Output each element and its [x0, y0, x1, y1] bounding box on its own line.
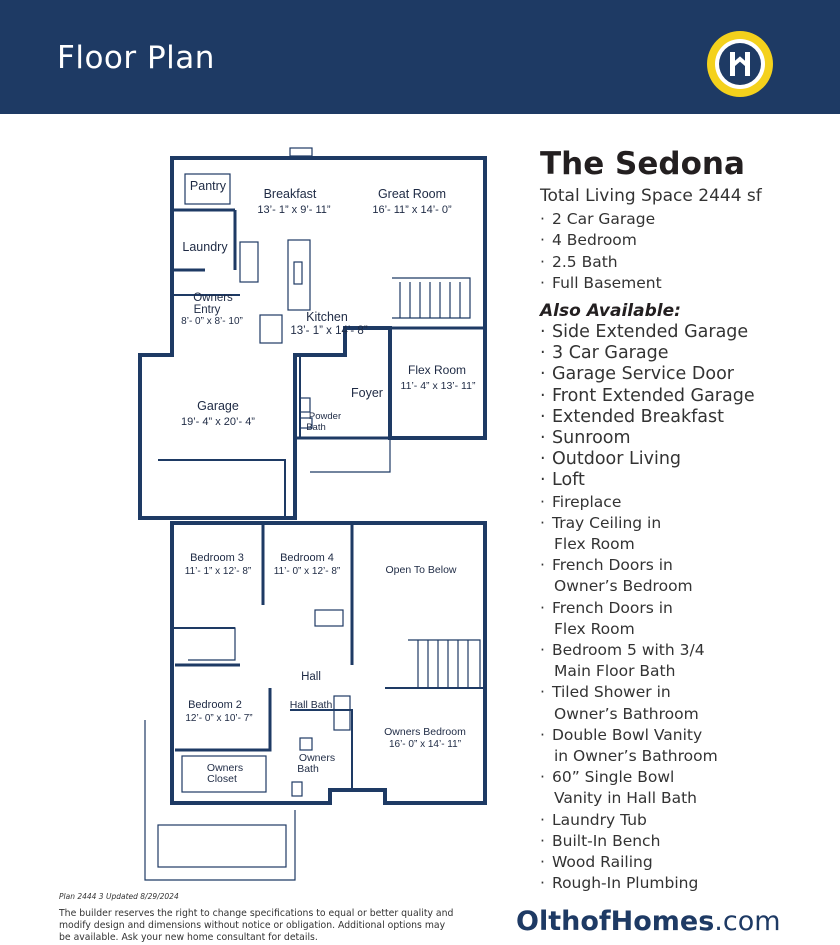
option-label: Loft — [552, 470, 585, 491]
room-owners-closet-line1: Owners — [206, 762, 244, 774]
bullet-icon: · — [540, 683, 545, 702]
option-label: Tray Ceiling in — [552, 513, 662, 532]
option-item — [540, 810, 755, 831]
website-name: OlthofHomes — [516, 906, 715, 937]
option-label-continued: Owner’s Bedroom — [554, 577, 693, 596]
option-label-continued: Main Floor Bath — [554, 662, 676, 681]
bullet-icon: · — [540, 322, 546, 342]
room-owners-bath-line2: Bath — [297, 763, 319, 775]
standard-feature-label: Full Basement — [552, 273, 662, 292]
bullet-icon: · — [540, 556, 545, 575]
room-bedroom2: Bedroom 2 — [188, 699, 242, 711]
room-great-room: Great Room — [377, 187, 447, 201]
option-item — [540, 470, 755, 491]
option-label: Outdoor Living — [552, 449, 682, 470]
bullet-icon: · — [540, 768, 545, 787]
room-foyer: Foyer — [351, 386, 383, 400]
option-label: Bedroom 5 with 3/4 — [552, 641, 705, 660]
option-label: Extended Breakfast — [552, 406, 724, 427]
room-kitchen: Kitchen — [306, 310, 348, 324]
room-bedroom3: Bedroom 3 — [190, 552, 244, 564]
model-name: The Sedona — [540, 146, 745, 182]
room-powder-line2: Bath — [306, 422, 326, 433]
room-owners-bedroom-dim: 16’- 0” x 14’- 11” — [388, 739, 462, 750]
option-item — [540, 767, 755, 809]
option-label: Tiled Shower in — [552, 683, 671, 702]
option-item — [540, 322, 755, 343]
room-owners-bath-line1: Owners — [298, 752, 336, 764]
bullet-icon: · — [540, 428, 546, 449]
room-open-to-below: Open To Below — [385, 564, 457, 576]
standard-feature-item — [540, 209, 662, 230]
option-label: Front Extended Garage — [552, 385, 755, 406]
bullet-icon: · — [540, 641, 545, 660]
also-available-heading: Also Available: — [540, 301, 681, 321]
room-bedroom3-dim: 11’- 1” x 12’- 8” — [184, 566, 252, 577]
bullet-icon: · — [540, 343, 546, 364]
option-item — [540, 364, 755, 385]
room-garage-dim: 19’- 4” x 20’- 4” — [181, 416, 255, 428]
bullet-icon: · — [540, 210, 545, 228]
bullet-icon: · — [540, 874, 545, 893]
bullet-icon: · — [540, 470, 546, 491]
room-owners-closet-line2: Closet — [207, 773, 237, 785]
room-owners-entry-line1: Owners — [193, 292, 233, 304]
option-label: Laundry Tub — [552, 810, 647, 829]
options-list — [540, 322, 755, 894]
room-garage: Garage — [197, 399, 239, 413]
option-label: 3 Car Garage — [552, 343, 669, 364]
option-item — [540, 513, 755, 555]
website-tld: .com — [714, 906, 781, 937]
room-laundry: Laundry — [182, 240, 228, 254]
bullet-icon: · — [540, 725, 545, 744]
bullet-icon: · — [540, 831, 545, 850]
option-item — [540, 407, 755, 428]
standard-feature-label: 2.5 Bath — [552, 252, 618, 271]
option-label-continued: Owner’s Bathroom — [554, 704, 699, 723]
option-label: Built-In Bench — [552, 831, 661, 850]
option-label: 60” Single Bowl — [552, 768, 675, 787]
bullet-icon: · — [540, 810, 545, 829]
disclaimer: The builder reserves the right to change specifications to equal or better quality and modify design and dimensions without notice or obligation. Additional options may be available. Ask your new home consultant for details. — [59, 908, 454, 944]
room-owners-entry-line2: Entry — [193, 304, 221, 316]
option-item — [540, 386, 755, 407]
option-label-continued: Flex Room — [554, 619, 635, 638]
option-item — [540, 640, 755, 682]
option-label-continued: in Owner’s Bathroom — [554, 747, 718, 766]
bullet-icon: · — [540, 513, 545, 532]
room-bedroom2-dim: 12’- 0” x 10’- 7” — [185, 713, 253, 724]
option-label: Rough-In Plumbing — [552, 874, 699, 893]
bullet-icon: · — [540, 598, 545, 617]
option-item — [540, 598, 755, 640]
option-item — [540, 831, 755, 852]
option-item — [540, 873, 755, 894]
room-flex: Flex Room — [407, 363, 467, 377]
option-label: Wood Railing — [552, 853, 653, 872]
option-label: Fireplace — [552, 492, 622, 511]
plan-note: Plan 2444 3 Updated 8/29/2024 — [59, 892, 179, 901]
option-label-continued: Vanity in Hall Bath — [554, 789, 697, 808]
room-kitchen-dim: 13’- 1” x 14’- 8” — [290, 325, 368, 337]
header-banner — [0, 0, 840, 114]
option-item — [540, 492, 755, 513]
option-item — [540, 682, 755, 724]
option-label: French Doors in — [552, 598, 673, 617]
option-item — [540, 555, 755, 597]
room-owners-bedroom: Owners Bedroom — [384, 726, 466, 738]
option-label-continued: Flex Room — [554, 535, 635, 554]
homes-h-logo-icon — [706, 30, 774, 98]
room-flex-dim: 11’- 4” x 13’- 11” — [400, 380, 476, 392]
room-powder-line1: Powder — [308, 411, 342, 422]
page-title: Floor Plan — [57, 40, 215, 76]
room-breakfast: Breakfast — [263, 187, 317, 201]
main-floor-labels — [181, 179, 476, 433]
bullet-icon: · — [540, 231, 545, 250]
room-hall: Hall — [301, 671, 321, 683]
standard-feature-item — [540, 230, 662, 251]
room-owners-entry-dim: 8’- 0” x 8’- 10” — [181, 316, 243, 327]
room-hall-bath: Hall Bath — [289, 699, 333, 711]
option-label: French Doors in — [552, 556, 673, 575]
bullet-icon: · — [540, 449, 546, 470]
standard-feature-label: 4 Bedroom — [552, 231, 637, 250]
bullet-icon: · — [540, 364, 546, 385]
room-great-room-dim: 16’- 11” x 14’- 0” — [372, 204, 452, 216]
room-breakfast-dim: 13’- 1” x 9’- 11” — [257, 204, 331, 216]
room-pantry: Pantry — [189, 179, 227, 193]
floor-plan-drawing — [120, 140, 520, 900]
bullet-icon: · — [540, 385, 546, 406]
option-item — [540, 725, 755, 767]
room-bedroom4-dim: 11’- 0” x 12’- 8” — [273, 566, 341, 577]
option-label: Side Extended Garage — [552, 322, 749, 342]
bullet-icon: · — [540, 853, 545, 872]
living-space: Total Living Space 2444 sf — [540, 186, 762, 206]
website-link[interactable] — [516, 906, 781, 937]
room-bedroom4: Bedroom 4 — [280, 552, 334, 564]
option-item — [540, 343, 755, 364]
option-label: Garage Service Door — [552, 364, 734, 385]
standard-feature-item — [540, 273, 662, 294]
bullet-icon: · — [540, 406, 546, 427]
option-item — [540, 449, 755, 470]
option-label: Sunroom — [552, 428, 631, 449]
option-item — [540, 852, 755, 873]
bullet-icon: · — [540, 492, 545, 511]
option-item — [540, 428, 755, 449]
standard-feature-label: 2 Car Garage — [552, 210, 656, 228]
bullet-icon: · — [540, 252, 545, 271]
standard-features-list — [540, 209, 662, 294]
bullet-icon: · — [540, 273, 545, 292]
option-label: Double Bowl Vanity — [552, 725, 703, 744]
standard-feature-item — [540, 252, 662, 273]
